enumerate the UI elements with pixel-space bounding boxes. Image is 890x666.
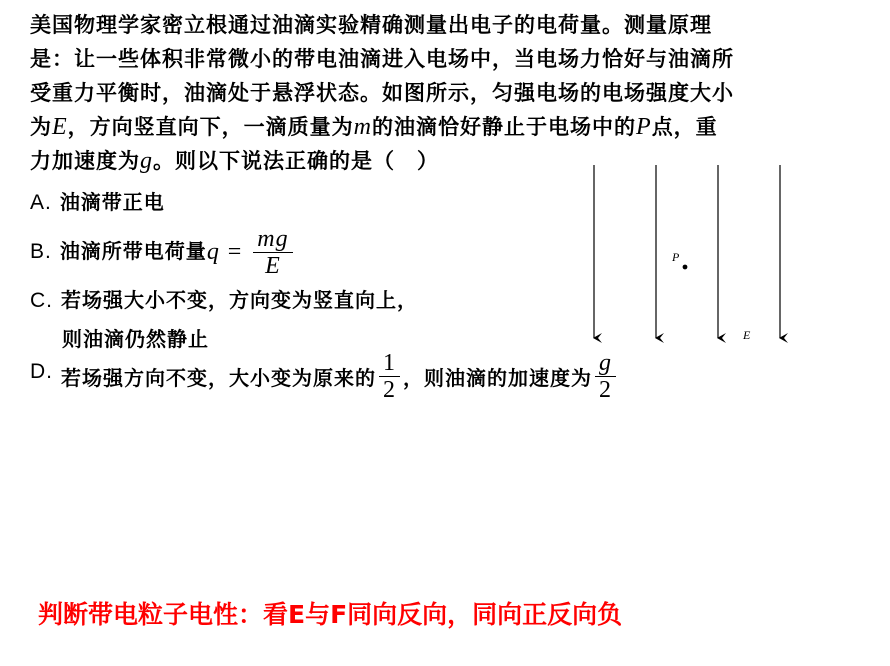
stem-line-3: 受重力平衡时，油滴处于悬浮状态。如图所示，匀强电场的电场强度大小 <box>30 80 734 105</box>
symbol-P: P <box>636 114 652 140</box>
option-c-letter: C. <box>30 289 53 312</box>
option-d-text-2: ，则油滴的加速度为 <box>402 366 592 390</box>
option-d[interactable] <box>30 350 619 403</box>
option-c-line-1: C. 若场强大小不变，方向变为竖直向上， <box>30 288 418 312</box>
field-label-E: E <box>743 328 751 342</box>
option-a-text: 油滴带正电 <box>59 190 165 214</box>
point-label-P: P <box>672 250 680 264</box>
option-a[interactable] <box>30 186 165 215</box>
option-b-equals: = <box>227 239 243 265</box>
option-d-fraction-g-half: $\frac{g}{2}$ <box>595 350 616 403</box>
stem-line-4: 为E，方向竖直向下，一滴质量为m的油滴恰好静止于电场中的P点，重 <box>30 114 718 140</box>
oil-drop-point <box>683 265 688 270</box>
stem-line-2: 是：让一些体积非常微小的带电油滴进入电场中，当电场力恰好与油滴所 <box>30 46 734 71</box>
red-hint-note: 判断带电粒子电性：看E与F同向反向，同向正反向负 <box>38 600 623 629</box>
option-d-text-1: 若场强方向不变，大小变为原来的 <box>60 366 376 390</box>
option-d-fraction-half: $\frac{1}{2}$ <box>379 350 400 403</box>
option-d-letter: D. <box>30 360 53 383</box>
option-b-letter: B. <box>30 240 52 263</box>
question-stem <box>30 8 866 178</box>
option-b-lhs: q <box>206 239 220 265</box>
option-b-fraction <box>253 226 292 279</box>
stem-line-5: 力加速度为g。则以下说法正确的是（ ） <box>30 148 439 174</box>
option-c[interactable] <box>30 284 418 352</box>
option-b-denominator: E <box>265 253 281 279</box>
option-b[interactable] <box>30 226 296 279</box>
symbol-m: m <box>353 114 373 140</box>
stem-line-1: 美国物理学家密立根通过油滴实验精确测量出电子的电荷量。测量原理 <box>30 12 712 37</box>
symbol-E: E <box>52 114 68 140</box>
option-b-numerator: mg <box>253 226 292 253</box>
option-c-line-2: 则油滴仍然静止 <box>62 327 209 351</box>
electric-field-diagram <box>580 160 800 350</box>
option-b-text: 油滴所带电荷量 <box>59 239 207 263</box>
symbol-g: g <box>140 148 153 174</box>
option-a-letter: A. <box>30 191 52 214</box>
